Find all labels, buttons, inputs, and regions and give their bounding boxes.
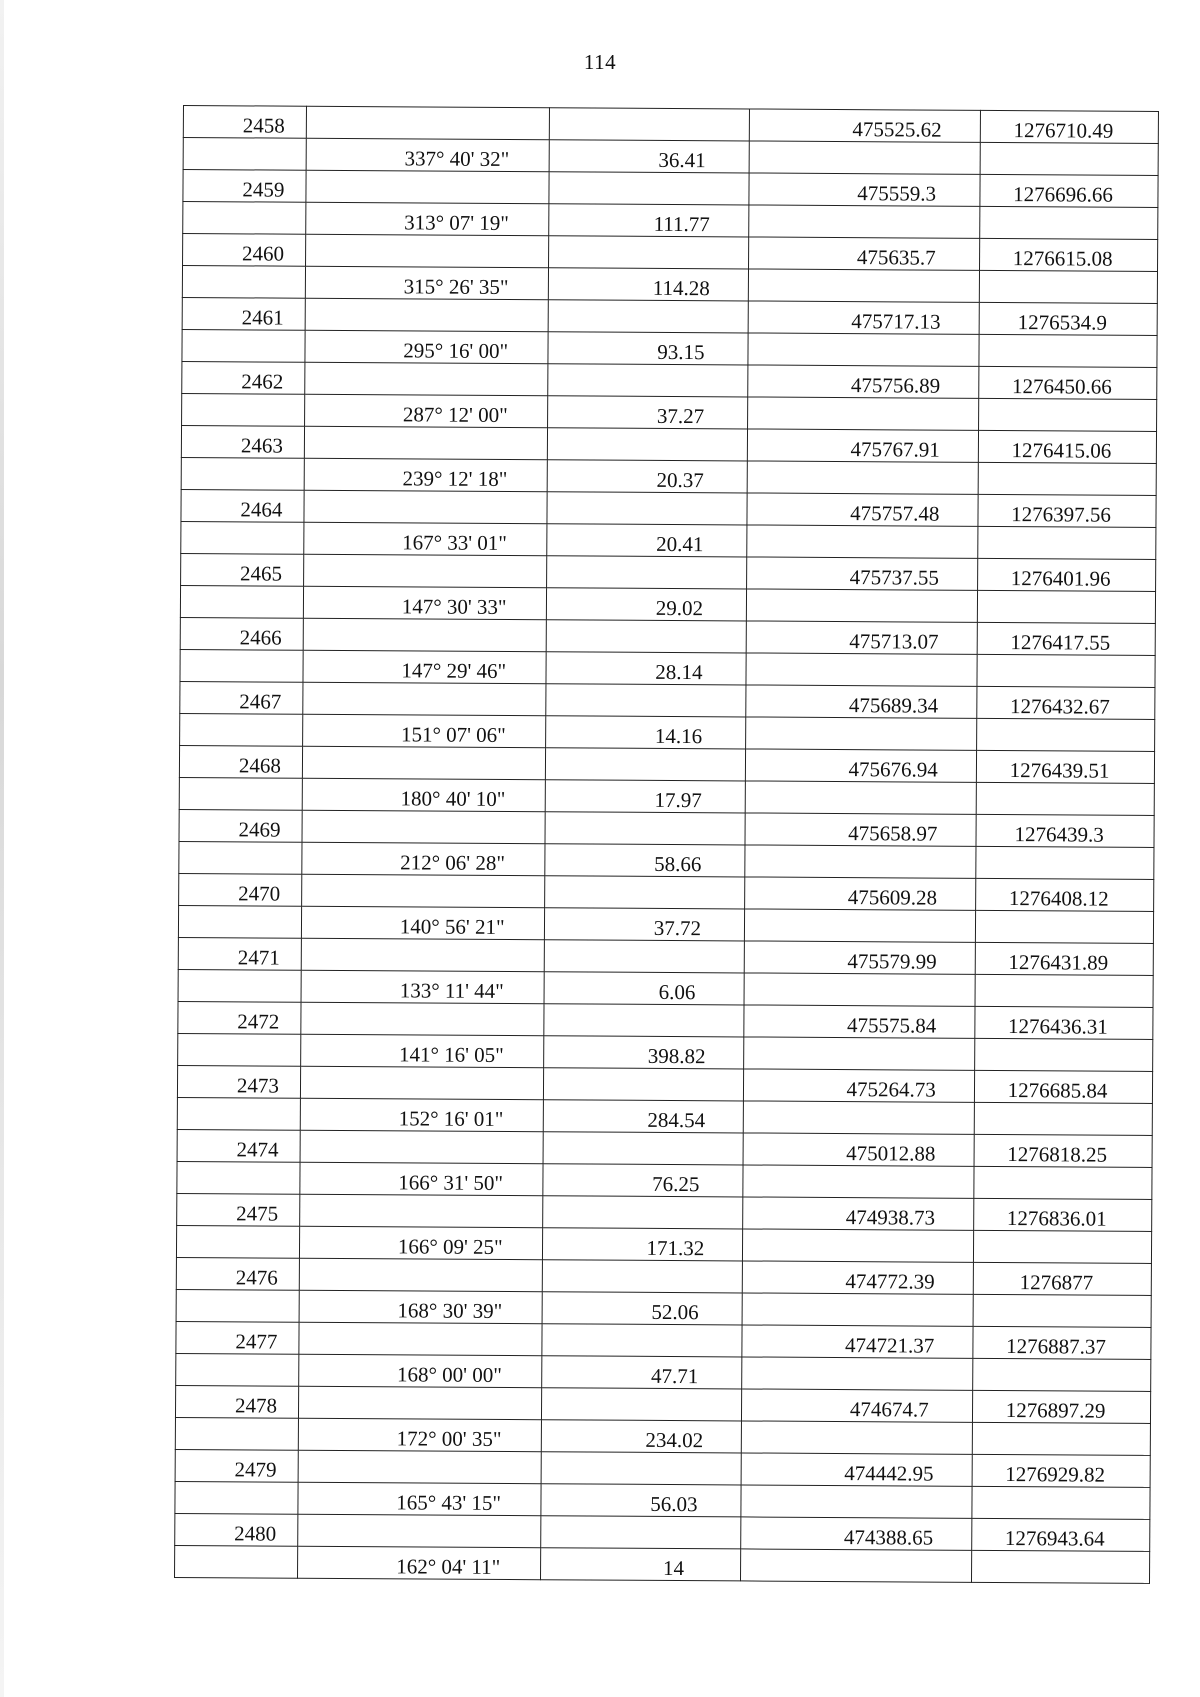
x-coordinate-cell: 475264.73 (744, 1069, 975, 1102)
empty-cell (744, 1037, 975, 1070)
empty-cell (979, 398, 1157, 431)
empty-cell (298, 1514, 541, 1547)
empty-cell (180, 649, 303, 682)
empty-cell (742, 1357, 973, 1390)
x-coordinate-cell: 475713.07 (746, 621, 977, 654)
x-coordinate-cell: 475609.28 (745, 877, 976, 910)
distance-cell: 284.54 (543, 1100, 744, 1133)
empty-cell (302, 746, 545, 779)
empty-cell (749, 269, 980, 302)
y-coordinate-cell: 1276943.64 (972, 1518, 1150, 1551)
bearing-cell: 133° 11' 44" (301, 970, 544, 1003)
empty-cell (977, 718, 1155, 751)
bearing-cell: 141° 16' 05" (301, 1034, 544, 1067)
x-coordinate-cell: 475717.13 (748, 301, 979, 334)
y-coordinate-cell: 1276408.12 (976, 878, 1154, 911)
empty-cell (980, 206, 1158, 239)
empty-cell (747, 461, 978, 494)
point-id-cell: 2459 (183, 170, 306, 203)
distance-cell: 56.03 (540, 1484, 741, 1517)
empty-cell (743, 1165, 974, 1198)
point-id-cell: 2470 (179, 873, 302, 906)
empty-cell (177, 1161, 300, 1194)
empty-cell (176, 1289, 299, 1322)
point-id-cell: 2473 (177, 1065, 300, 1098)
empty-cell (743, 1229, 974, 1262)
bearing-cell: 295° 16' 00" (305, 330, 548, 363)
y-coordinate-cell: 1276877 (973, 1262, 1151, 1295)
empty-cell (182, 266, 305, 299)
bearing-cell: 162° 04' 11" (297, 1546, 540, 1579)
empty-cell (548, 172, 749, 205)
point-id-cell: 2461 (182, 297, 305, 330)
distance-cell: 114.28 (548, 268, 749, 301)
empty-cell (178, 1033, 301, 1066)
empty-cell (973, 1294, 1151, 1327)
empty-cell (541, 1388, 742, 1421)
distance-cell: 52.06 (542, 1292, 743, 1325)
bearing-cell: 315° 26' 35" (305, 266, 548, 299)
empty-cell (177, 1097, 300, 1130)
empty-cell (305, 362, 548, 395)
empty-cell (306, 106, 549, 139)
y-coordinate-cell: 1276685.84 (975, 1070, 1153, 1103)
distance-cell: 36.41 (549, 140, 750, 173)
empty-cell (176, 1225, 299, 1258)
bearing-cell: 212° 06' 28" (302, 842, 545, 875)
x-coordinate-cell: 475579.99 (745, 941, 976, 974)
empty-cell (540, 1516, 741, 1549)
y-coordinate-cell: 1276417.55 (977, 622, 1155, 655)
empty-cell (973, 1358, 1151, 1391)
empty-cell (978, 462, 1156, 495)
empty-cell (974, 1166, 1152, 1199)
empty-cell (542, 1196, 743, 1229)
point-id-cell: 2478 (175, 1385, 298, 1418)
scan-edge-shadow (0, 0, 4, 1697)
x-coordinate-cell: 474938.73 (743, 1197, 974, 1230)
empty-cell (546, 556, 747, 589)
x-coordinate-cell: 475635.7 (749, 237, 980, 270)
bearing-cell: 165° 43' 15" (298, 1482, 541, 1515)
y-coordinate-cell: 1276615.08 (980, 238, 1158, 271)
empty-cell (746, 717, 977, 750)
bearing-cell: 152° 16' 01" (300, 1098, 543, 1131)
bearing-cell: 239° 12' 18" (304, 458, 547, 491)
empty-cell (748, 333, 979, 366)
coordinate-table-body (175, 106, 1159, 1584)
x-coordinate-cell: 474772.39 (743, 1261, 974, 1294)
y-coordinate-cell: 1276439.3 (976, 814, 1154, 847)
empty-cell (979, 334, 1157, 367)
empty-cell (298, 1386, 541, 1419)
point-id-cell: 2476 (176, 1257, 299, 1290)
empty-cell (182, 393, 305, 426)
bearing-cell: 140° 56' 21" (301, 906, 544, 939)
empty-cell (745, 845, 976, 878)
empty-cell (543, 1132, 744, 1165)
empty-cell (975, 974, 1153, 1007)
empty-cell (548, 236, 749, 269)
empty-cell (183, 138, 306, 171)
empty-cell (178, 905, 301, 938)
x-coordinate-cell: 474721.37 (742, 1325, 973, 1358)
distance-cell: 17.97 (545, 780, 746, 813)
point-id-cell: 2480 (175, 1513, 298, 1546)
distance-cell: 398.82 (543, 1036, 744, 1069)
empty-cell (541, 1452, 742, 1485)
empty-cell (306, 170, 549, 203)
distance-cell: 14.16 (545, 716, 746, 749)
empty-cell (547, 364, 748, 397)
x-coordinate-cell: 474442.95 (741, 1453, 972, 1486)
empty-cell (747, 589, 978, 622)
empty-cell (299, 1258, 542, 1291)
x-coordinate-cell: 475658.97 (745, 813, 976, 846)
empty-cell (744, 1101, 975, 1134)
empty-cell (976, 910, 1154, 943)
empty-cell (547, 428, 748, 461)
empty-cell (742, 1421, 973, 1454)
segment-row (175, 1545, 1150, 1583)
empty-cell (180, 585, 303, 618)
bearing-cell: 337° 40' 32" (306, 138, 549, 171)
empty-cell (972, 1550, 1150, 1583)
empty-cell (746, 781, 977, 814)
x-coordinate-cell: 475012.88 (743, 1133, 974, 1166)
distance-cell: 171.32 (542, 1228, 743, 1261)
empty-cell (175, 1481, 298, 1514)
empty-cell (303, 554, 546, 587)
bearing-cell: 172° 00' 35" (298, 1418, 541, 1451)
empty-cell (748, 397, 979, 430)
empty-cell (741, 1549, 972, 1582)
y-coordinate-cell: 1276897.29 (973, 1390, 1151, 1423)
empty-cell (749, 205, 980, 238)
empty-cell (300, 1066, 543, 1099)
empty-cell (178, 969, 301, 1002)
empty-cell (545, 684, 746, 717)
x-coordinate-cell: 475559.3 (749, 173, 980, 206)
empty-cell (304, 426, 547, 459)
x-coordinate-cell: 474674.7 (742, 1389, 973, 1422)
empty-cell (305, 298, 548, 331)
empty-cell (549, 108, 750, 141)
distance-cell: 93.15 (547, 332, 748, 365)
y-coordinate-cell: 1276450.66 (979, 366, 1157, 399)
x-coordinate-cell: 475689.34 (746, 685, 977, 718)
y-coordinate-cell: 1276439.51 (977, 750, 1155, 783)
empty-cell (542, 1260, 743, 1293)
empty-cell (974, 1102, 1152, 1135)
empty-cell (301, 938, 544, 971)
y-coordinate-cell: 1276415.06 (978, 430, 1156, 463)
empty-cell (544, 940, 745, 973)
point-id-cell: 2465 (181, 553, 304, 586)
point-id-cell: 2469 (179, 809, 302, 842)
empty-cell (976, 846, 1154, 879)
bearing-cell: 168° 30' 39" (299, 1290, 542, 1323)
bearing-cell: 166° 31' 50" (300, 1162, 543, 1195)
empty-cell (977, 654, 1155, 687)
point-id-cell: 2477 (176, 1321, 299, 1354)
distance-cell: 111.77 (548, 204, 749, 237)
x-coordinate-cell: 475737.55 (747, 557, 978, 590)
distance-cell: 28.14 (546, 652, 747, 685)
point-id-cell: 2471 (178, 937, 301, 970)
y-coordinate-cell: 1276696.66 (980, 174, 1158, 207)
coordinate-table (174, 105, 1159, 1584)
bearing-cell: 168° 00' 00" (299, 1354, 542, 1387)
distance-cell: 76.25 (542, 1164, 743, 1197)
empty-cell (744, 973, 975, 1006)
point-id-cell: 2460 (183, 234, 306, 267)
distance-cell: 37.27 (547, 396, 748, 429)
distance-cell: 29.02 (546, 588, 747, 621)
empty-cell (303, 682, 546, 715)
x-coordinate-cell: 475525.62 (750, 109, 981, 142)
y-coordinate-cell: 1276818.25 (974, 1134, 1152, 1167)
empty-cell (543, 1004, 744, 1037)
y-coordinate-cell: 1276432.67 (977, 686, 1155, 719)
empty-cell (975, 1038, 1153, 1071)
x-coordinate-cell: 475767.91 (748, 429, 979, 462)
empty-cell (543, 1068, 744, 1101)
distance-cell: 6.06 (544, 972, 745, 1005)
empty-cell (541, 1324, 742, 1357)
empty-cell (179, 777, 302, 810)
empty-cell (977, 590, 1155, 623)
empty-cell (545, 748, 746, 781)
bearing-cell: 287° 12' 00" (304, 394, 547, 427)
empty-cell (974, 1230, 1152, 1263)
distance-cell: 47.71 (541, 1356, 742, 1389)
empty-cell (303, 618, 546, 651)
empty-cell (298, 1450, 541, 1483)
y-coordinate-cell: 1276436.31 (975, 1006, 1153, 1039)
point-id-cell: 2472 (178, 1001, 301, 1034)
point-id-cell: 2458 (183, 106, 306, 139)
distance-cell: 58.66 (544, 844, 745, 877)
empty-cell (544, 876, 745, 909)
empty-cell (299, 1322, 542, 1355)
point-id-cell: 2467 (180, 681, 303, 714)
empty-cell (179, 841, 302, 874)
x-coordinate-cell: 474388.65 (741, 1517, 972, 1550)
bearing-cell: 167° 33' 01" (304, 522, 547, 555)
y-coordinate-cell: 1276929.82 (972, 1454, 1150, 1487)
empty-cell (181, 457, 304, 490)
x-coordinate-cell: 475756.89 (748, 365, 979, 398)
empty-cell (747, 525, 978, 558)
y-coordinate-cell: 1276534.9 (979, 302, 1157, 335)
empty-cell (302, 810, 545, 843)
empty-cell (300, 1194, 543, 1227)
empty-cell (304, 490, 547, 523)
empty-cell (979, 270, 1157, 303)
empty-cell (301, 874, 544, 907)
x-coordinate-cell: 475575.84 (744, 1005, 975, 1038)
empty-cell (180, 713, 303, 746)
y-coordinate-cell: 1276710.49 (980, 110, 1158, 143)
empty-cell (305, 234, 548, 267)
bearing-cell: 147° 29' 46" (303, 650, 546, 683)
empty-cell (741, 1485, 972, 1518)
empty-cell (183, 202, 306, 235)
empty-cell (546, 620, 747, 653)
y-coordinate-cell: 1276401.96 (978, 558, 1156, 591)
distance-cell: 234.02 (541, 1420, 742, 1453)
x-coordinate-cell: 475676.94 (746, 749, 977, 782)
bearing-cell: 151° 07' 06" (302, 714, 545, 747)
point-id-cell: 2462 (182, 361, 305, 394)
empty-cell (978, 526, 1156, 559)
empty-cell (181, 521, 304, 554)
point-id-cell: 2474 (177, 1129, 300, 1162)
empty-cell (749, 141, 980, 174)
point-id-cell: 2463 (181, 425, 304, 458)
empty-cell (972, 1422, 1150, 1455)
empty-cell (182, 329, 305, 362)
point-id-cell: 2475 (177, 1193, 300, 1226)
point-id-cell: 2466 (180, 617, 303, 650)
point-id-cell: 2464 (181, 489, 304, 522)
empty-cell (176, 1353, 299, 1386)
empty-cell (972, 1486, 1150, 1519)
y-coordinate-cell: 1276887.37 (973, 1326, 1151, 1359)
empty-cell (980, 142, 1158, 175)
bearing-cell: 180° 40' 10" (302, 778, 545, 811)
distance-cell: 37.72 (544, 908, 745, 941)
empty-cell (546, 492, 747, 525)
page-number: 114 (583, 50, 617, 74)
empty-cell (175, 1417, 298, 1450)
distance-cell: 20.37 (547, 460, 748, 493)
bearing-cell: 147° 30' 33" (303, 586, 546, 619)
distance-cell: 14 (540, 1548, 741, 1581)
empty-cell (745, 909, 976, 942)
point-id-cell: 2479 (175, 1449, 298, 1482)
empty-cell (300, 1130, 543, 1163)
distance-cell: 20.41 (546, 524, 747, 557)
empty-cell (175, 1545, 298, 1578)
empty-cell (301, 1002, 544, 1035)
empty-cell (545, 812, 746, 845)
bearing-cell: 313° 07' 19" (306, 202, 549, 235)
x-coordinate-cell: 475757.48 (747, 493, 978, 526)
y-coordinate-cell: 1276431.89 (975, 942, 1153, 975)
y-coordinate-cell: 1276836.01 (974, 1198, 1152, 1231)
bearing-cell: 166° 09' 25" (299, 1226, 542, 1259)
empty-cell (548, 300, 749, 333)
point-id-cell: 2468 (179, 745, 302, 778)
empty-cell (976, 782, 1154, 815)
empty-cell (746, 653, 977, 686)
y-coordinate-cell: 1276397.56 (978, 494, 1156, 527)
empty-cell (742, 1293, 973, 1326)
